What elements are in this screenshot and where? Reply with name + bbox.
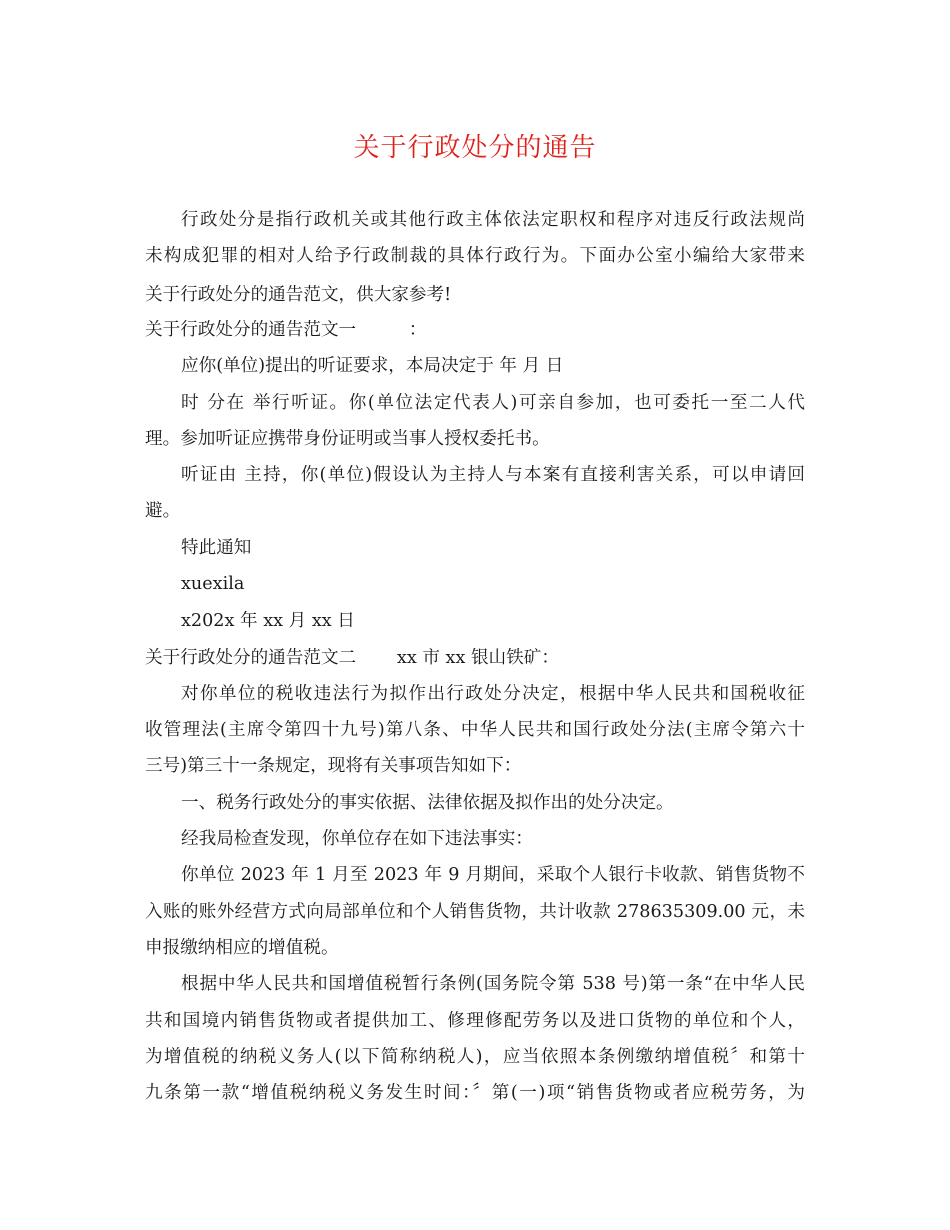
section-heading: 关于行政处分的通告范文二 xx 市 xx 银山铁矿：	[145, 648, 559, 668]
paragraph-line: 关于行政处分的通告范文，供大家参考!	[145, 285, 452, 305]
signature: xuexila	[181, 574, 245, 594]
paragraph-line: 避。	[145, 501, 181, 521]
paragraph-line: 根据中华人民共和国增值税暂行条例(国务院令第 538 号)第一条“在中华人民	[181, 974, 805, 994]
paragraph-line: 你单位 2023 年 1 月至 2023 年 9 月期间，采取个人银行卡收款、销售货物不	[181, 865, 805, 885]
section-heading: 关于行政处分的通告范文一 ：	[145, 320, 427, 340]
paragraph-line: 对你单位的税收违法行为拟作出行政处分决定，根据中华人民共和国税收征	[181, 684, 805, 704]
paragraph-line: 未构成犯罪的相对人给予行政制裁的具体行政行为。下面办公室小编给大家带来	[145, 246, 805, 266]
paragraph-line: 理。参加听证应携带身份证明或当事人授权委托书。	[145, 429, 550, 449]
notice-closing: 特此通知	[181, 538, 252, 558]
paragraph-line: 三号)第三十一条规定，现将有关事项告知如下：	[145, 756, 522, 776]
paragraph-line: 入账的账外经营方式向局部单位和个人销售货物，共计收款 278635309.00 元，未	[145, 902, 805, 922]
document-title: 关于行政处分的通告	[353, 133, 597, 163]
paragraph-line: 共和国境内销售货物或者提供加工、修理修配劳务以及进口货物的单位和个人，	[145, 1011, 805, 1031]
paragraph-line: 收管理法(主席令第四十九号)第八条、中华人民共和国行政处分法(主席令第六十	[145, 720, 805, 740]
paragraph-line: 经我局检查发现，你单位存在如下违法事实：	[181, 829, 533, 849]
paragraph-line: 为增值税的纳税义务人(以下简称纳税人)，应当依照本条例缴纳增值税〞和第十	[145, 1047, 805, 1067]
paragraph-line: 应你(单位)提出的听证要求，本局决定于 年 月 日	[181, 356, 564, 376]
paragraph-line: 时 分在 举行听证。你(单位法定代表人)可亲自参加，也可委托一至二人代	[181, 393, 805, 413]
date-line: x202x 年 xx 月 xx 日	[181, 611, 355, 631]
paragraph-line: 行政处分是指行政机关或其他行政主体依法定职权和程序对违反行政法规尚	[181, 210, 805, 230]
paragraph-line: 一、税务行政处分的事实依据、法律依据及拟作出的处分决定。	[181, 793, 674, 813]
paragraph-line: 申报缴纳相应的增值税。	[145, 938, 339, 958]
paragraph-line: 听证由 主持，你(单位)假设认为主持人与本案有直接利害关系，可以申请回	[181, 465, 805, 485]
paragraph-line: 九条第一款“增值税纳税义务发生时间：〞第(一)项“销售货物或者应税劳务，为	[145, 1083, 805, 1103]
